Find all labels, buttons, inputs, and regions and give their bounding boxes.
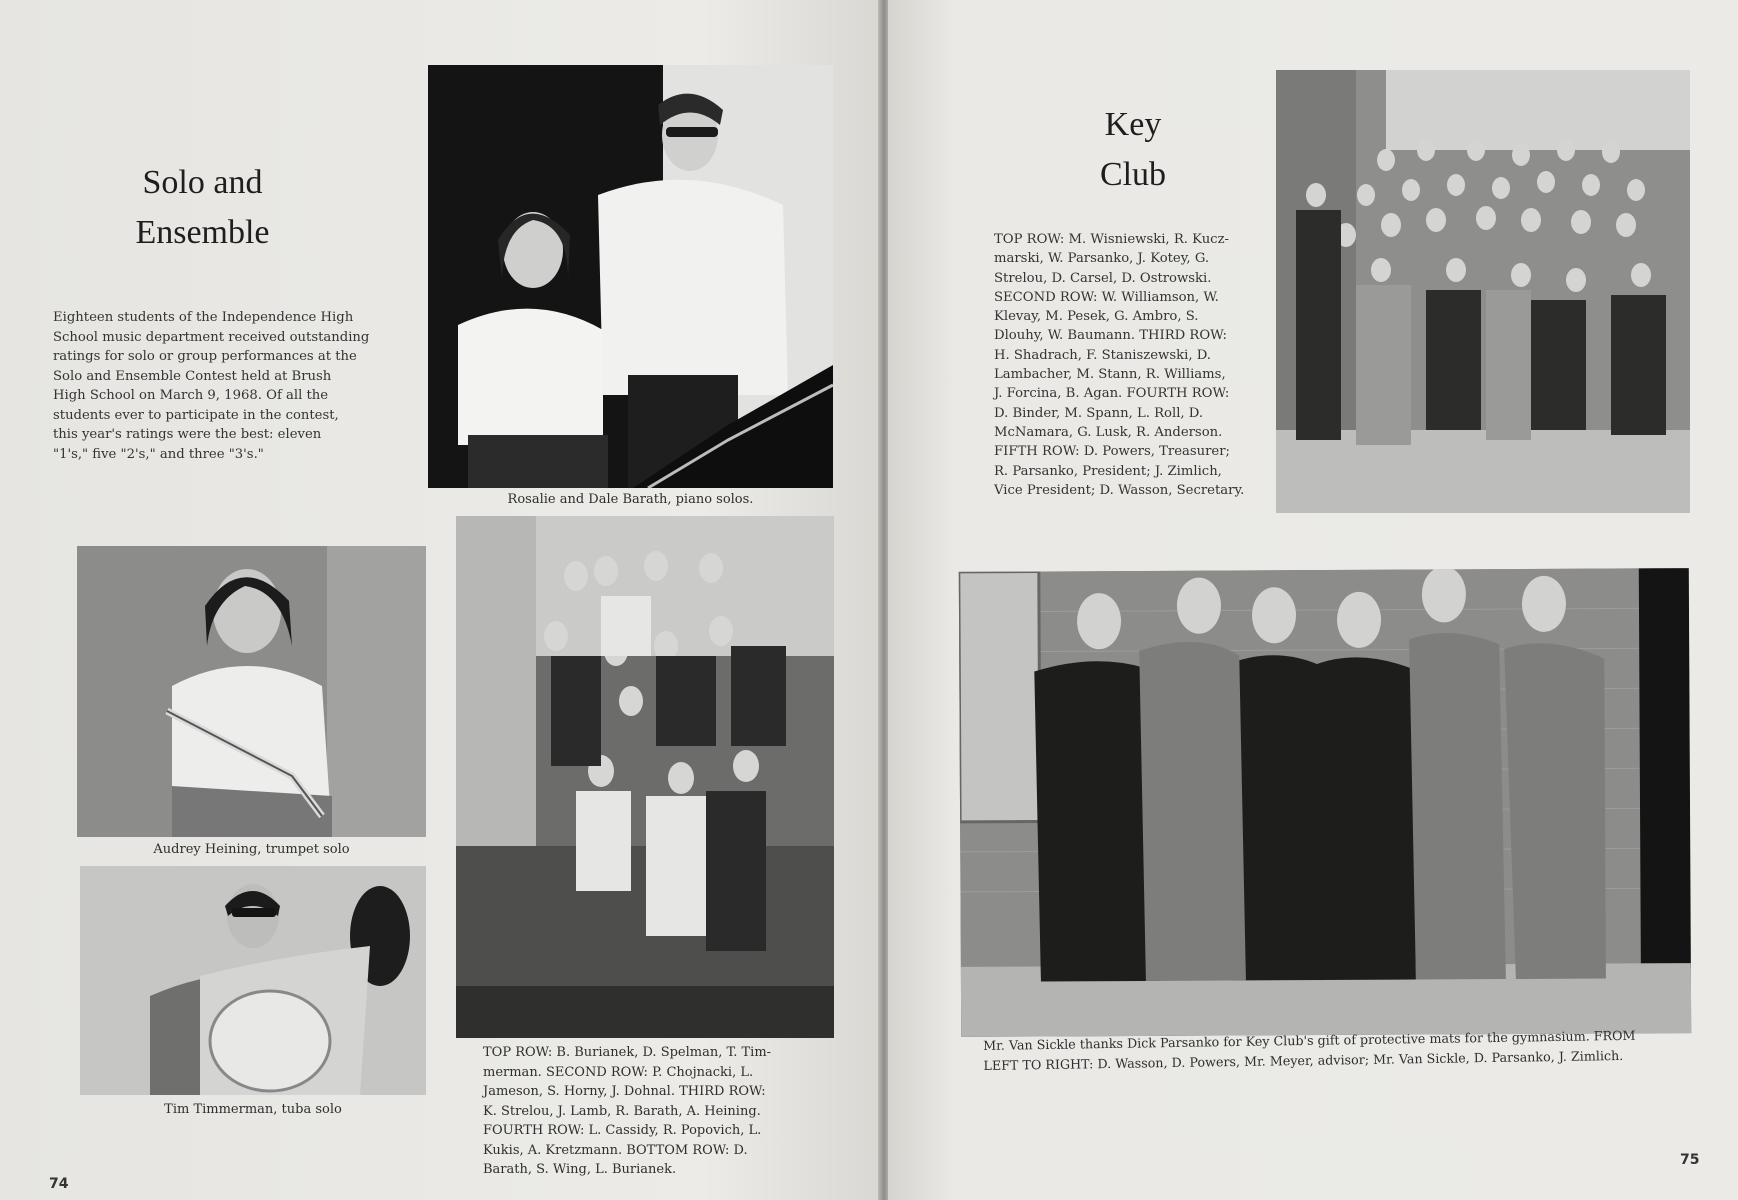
roster-line: Strelou, D. Carsel, D. Ostrowski.: [994, 270, 1212, 286]
roster-line: H. Shadrach, F. Staniszewski, D.: [994, 347, 1211, 363]
page-number-right: 75: [1680, 1152, 1700, 1168]
page-number-left: 74: [49, 1176, 69, 1192]
title-line-1: Key: [1104, 106, 1162, 143]
title-line-1: Solo and: [142, 164, 263, 201]
title-line-2: Ensemble: [135, 214, 270, 251]
piano-photo-image: [428, 65, 833, 488]
roster-line: Vice President; D. Wasson, Secretary.: [994, 482, 1245, 498]
photo-ensemble-group: [456, 516, 834, 1038]
roster-line: Dlouhy, W. Baumann. THIRD ROW:: [994, 328, 1228, 344]
ensemble-caption-line: TOP ROW: B. Burianek, D. Spelman, T. Tim-: [483, 1045, 772, 1060]
ensemble-caption: [483, 1043, 843, 1180]
solo-ensemble-title: [90, 158, 315, 258]
roster-line: McNamara, G. Lusk, R. Anderson.: [994, 424, 1223, 440]
roster-line: SECOND ROW: W. Williamson, W.: [994, 289, 1219, 305]
roster-line: Lambacher, M. Stann, R. Williams,: [994, 367, 1226, 383]
ensemble-caption-line: Jameson, S. Horny, J. Dohnal. THIRD ROW:: [483, 1084, 766, 1099]
intro-paragraph: [53, 308, 383, 464]
intro-line: School music department received outstanding: [53, 329, 370, 345]
title-line-2: Club: [1099, 156, 1167, 193]
key-club-photo-image: [1276, 70, 1690, 513]
ensemble-caption-line: FOURTH ROW: L. Cassidy, R. Popovich, L.: [483, 1123, 762, 1138]
tuba-caption: Tim Timmerman, tuba solo: [164, 1102, 342, 1117]
ensemble-caption-line: K. Strelou, J. Lamb, R. Barath, A. Heining.: [483, 1103, 761, 1119]
ensemble-photo-image: [456, 516, 834, 1038]
photo-tuba-solo: [80, 866, 426, 1095]
photo-piano-solos: [428, 65, 833, 488]
roster-line: Klevay, M. Pesek, G. Ambro, S.: [994, 309, 1199, 325]
photo-van-sickle-presentation: [959, 568, 1691, 1037]
intro-line: this year's ratings were the best: eleven: [53, 427, 322, 442]
presentation-caption-line: LEFT TO RIGHT: D. Wasson, D. Powers, Mr. Meyer, advisor; Mr. Van Sickle, D. Parsanko, J. Zimlich.: [983, 1047, 1624, 1073]
roster-line: TOP ROW: M. Wisniewski, R. Kucz-: [994, 232, 1229, 247]
intro-line: "1's," five "2's," and three "3's.": [53, 446, 264, 462]
intro-line: Eighteen students of the Independence High: [53, 310, 354, 325]
right-page: [888, 0, 1738, 1200]
ensemble-caption-line: merman. SECOND ROW: P. Chojnacki, L.: [483, 1064, 754, 1080]
key-club-title: [1058, 100, 1208, 200]
intro-line: students ever to participate in the contest,: [53, 407, 339, 423]
intro-line: ratings for solo or group performances at the: [53, 349, 357, 364]
roster-line: J. Forcina, B. Agan. FOURTH ROW:: [994, 386, 1230, 402]
ensemble-caption-line: Kukis, A. Kretzmann. BOTTOM ROW: D.: [483, 1142, 748, 1158]
roster-line: marski, W. Parsanko, J. Kotey, G.: [994, 251, 1210, 267]
photo-key-club-group: [1276, 70, 1690, 513]
tuba-photo-image: [80, 866, 426, 1095]
roster-line: R. Parsanko, President; J. Zimlich,: [994, 463, 1222, 479]
presentation-caption-line: Mr. Van Sickle thanks Dick Parsanko for Key Club's gift of protective mats for the gymnasium. FROM: [983, 1027, 1636, 1053]
ensemble-caption-line: Barath, S. Wing, L. Burianek.: [483, 1162, 677, 1177]
roster-line: D. Binder, M. Spann, L. Roll, D.: [994, 405, 1204, 421]
intro-line: High School on March 9, 1968. Of all the: [53, 388, 329, 403]
photo-trumpet-solo: [77, 546, 426, 837]
roster-line: FIFTH ROW: D. Powers, Treasurer;: [994, 444, 1230, 460]
key-club-roster: [994, 230, 1249, 500]
piano-caption: Rosalie and Dale Barath, piano solos.: [507, 492, 754, 507]
trumpet-photo-image: [77, 546, 426, 837]
intro-line: Solo and Ensemble Contest held at Brush: [53, 368, 332, 384]
trumpet-caption: Audrey Heining, trumpet solo: [153, 842, 350, 857]
presentation-photo-image: [959, 568, 1691, 1037]
